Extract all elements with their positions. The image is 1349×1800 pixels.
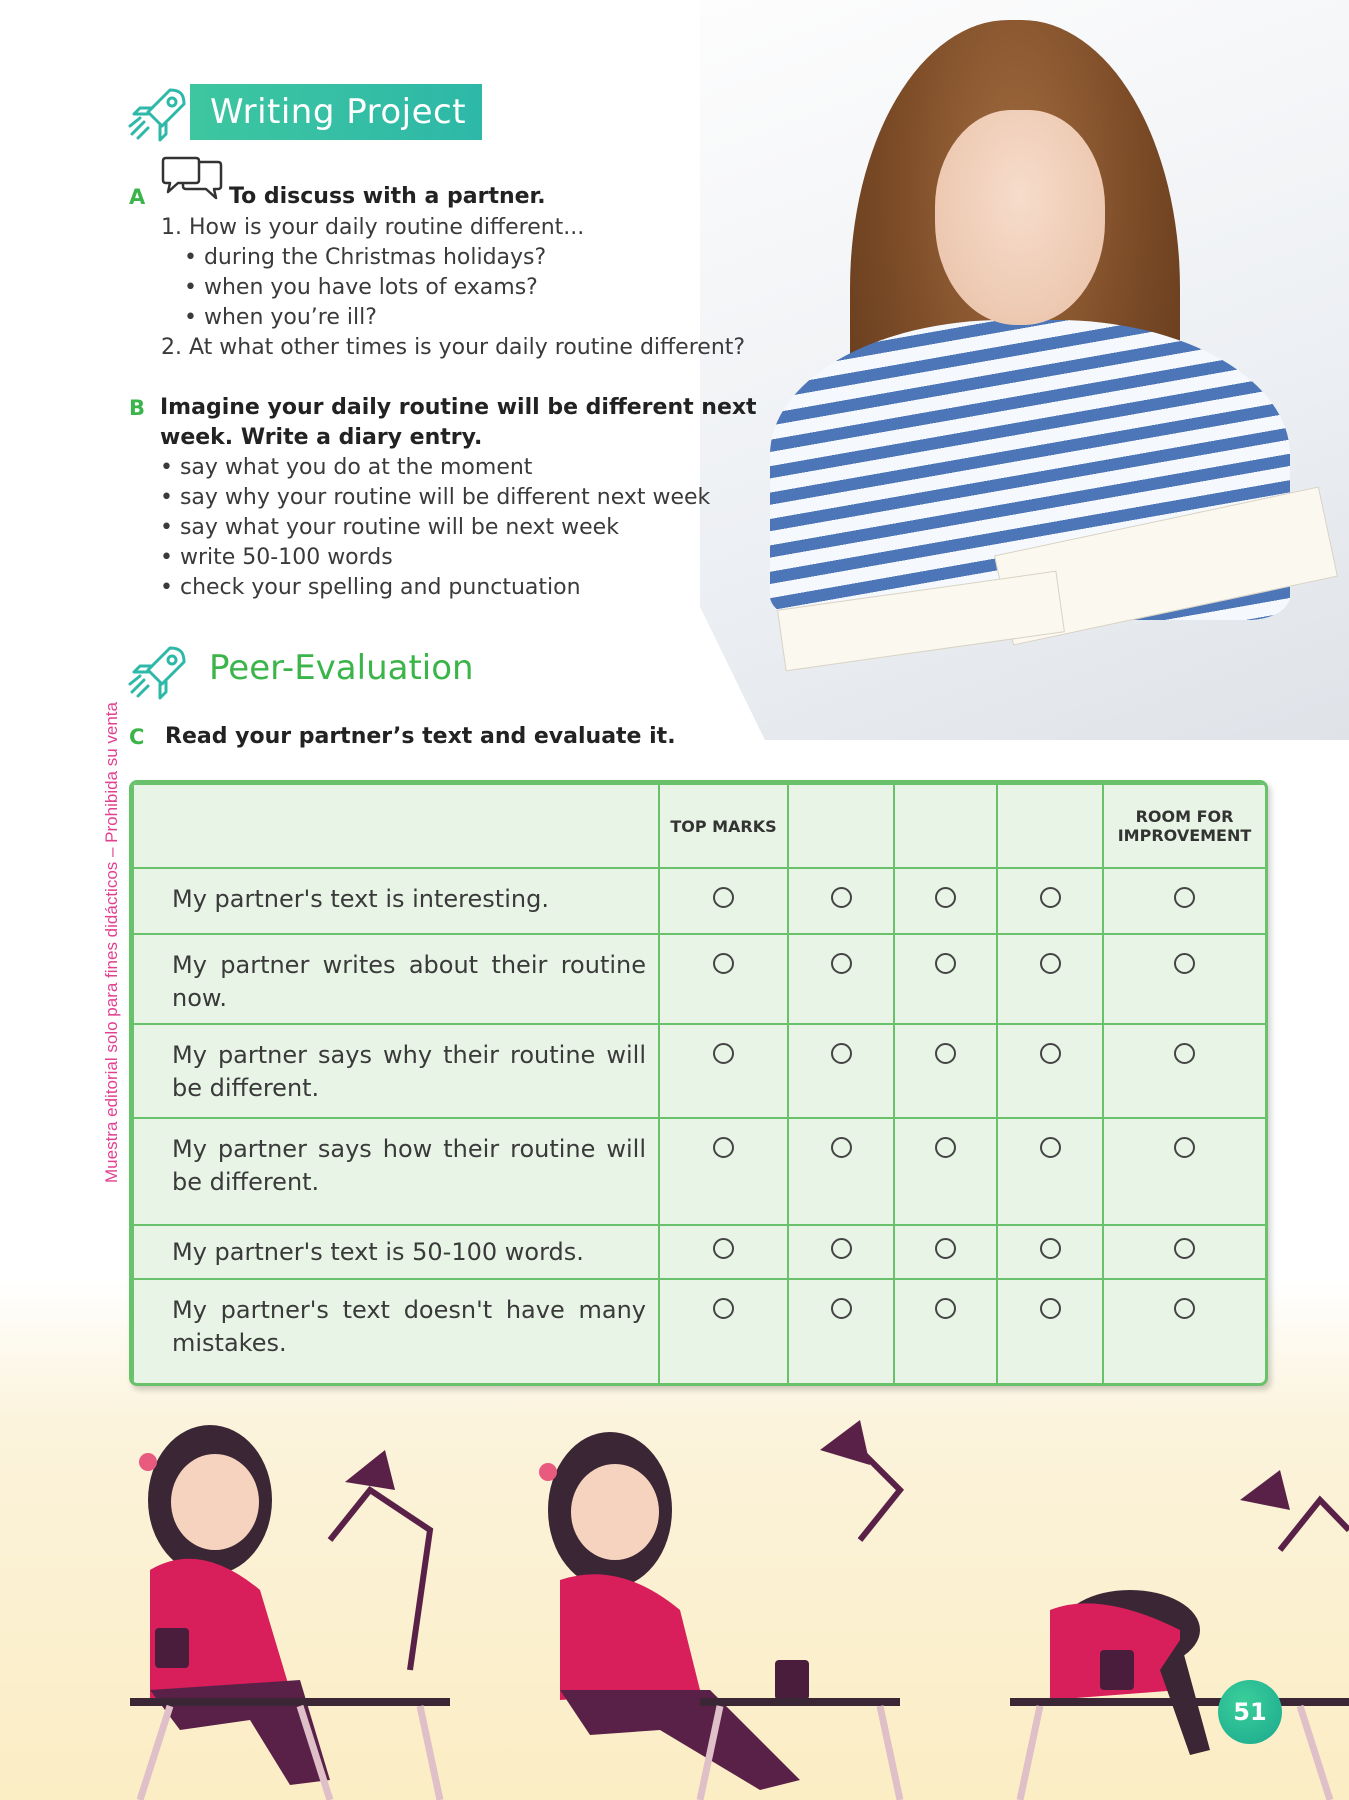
task-a-title: To discuss with a partner. <box>229 184 546 209</box>
rating-radio[interactable] <box>831 1298 852 1319</box>
rating-radio[interactable] <box>831 1137 852 1158</box>
table-row <box>133 934 1266 1024</box>
rating-radio[interactable] <box>713 1298 734 1319</box>
rating-radio[interactable] <box>1040 887 1061 908</box>
rating-radio[interactable] <box>1040 1043 1061 1064</box>
girl-happy-figure <box>130 1425 450 1800</box>
rating-radio[interactable] <box>713 887 734 908</box>
task-a-letter: A <box>129 185 146 209</box>
rating-radio[interactable] <box>713 1238 734 1259</box>
header-blank <box>997 784 1103 868</box>
peer-evaluation-title: Peer-Evaluation <box>209 648 474 688</box>
task-c-title: Read your partner’s text and evaluate it. <box>165 724 676 749</box>
page-number: 51 <box>1218 1680 1282 1744</box>
rating-radio[interactable] <box>1174 1298 1195 1319</box>
student-photo <box>700 0 1349 740</box>
table-row <box>133 1024 1266 1118</box>
study-illustration <box>0 1390 1349 1800</box>
task-b-title-line-2: week. Write a diary entry. <box>160 425 483 450</box>
rating-radio[interactable] <box>713 953 734 974</box>
rating-radio[interactable] <box>1174 887 1195 908</box>
rating-radio[interactable] <box>831 1043 852 1064</box>
header-top-marks: TOP MARKS <box>659 784 788 868</box>
speech-bubbles-icon <box>160 156 224 204</box>
task-b-bullet: • say why your routine will be different next week <box>160 485 711 510</box>
task-c-letter: C <box>129 725 145 749</box>
statement-cell: My partner's text is interesting. <box>133 868 659 934</box>
rocket-icon <box>126 82 192 148</box>
task-b-letter: B <box>129 396 146 420</box>
header-blank <box>788 784 894 868</box>
task-a-bullet: • during the Christmas holidays? <box>184 245 547 270</box>
table-row <box>133 868 1266 934</box>
rating-radio[interactable] <box>935 887 956 908</box>
rating-radio[interactable] <box>935 1298 956 1319</box>
rating-radio[interactable] <box>713 1137 734 1158</box>
rating-radio[interactable] <box>831 953 852 974</box>
girl-tired-figure <box>539 1420 900 1800</box>
table-row <box>133 1279 1266 1386</box>
task-a-bullet: • when you have lots of exams? <box>184 275 538 300</box>
rating-radio[interactable] <box>1174 953 1195 974</box>
statement-cell: My partner says how their routine will be different. <box>133 1118 659 1225</box>
rating-radio[interactable] <box>1174 1137 1195 1158</box>
rating-radio[interactable] <box>1040 1137 1061 1158</box>
rating-radio[interactable] <box>1040 1298 1061 1319</box>
rating-radio[interactable] <box>1040 953 1061 974</box>
evaluation-table <box>129 780 1268 1386</box>
header-room-for-improvement: ROOM FOR IMPROVEMENT <box>1103 784 1266 868</box>
statement-cell: My partner's text is 50-100 words. <box>133 1225 659 1279</box>
task-b-bullet: • say what your routine will be next week <box>160 515 619 540</box>
rating-radio[interactable] <box>1174 1043 1195 1064</box>
rating-radio[interactable] <box>831 1238 852 1259</box>
task-a-question-1: 1. How is your daily routine different... <box>161 215 585 240</box>
task-b-bullet: • check your spelling and punctuation <box>160 575 581 600</box>
statement-cell: My partner says why their routine will be different. <box>133 1024 659 1118</box>
task-a-bullet: • when you’re ill? <box>184 305 377 330</box>
rating-radio[interactable] <box>831 887 852 908</box>
girl-asleep-figure <box>1010 1470 1349 1800</box>
rating-radio[interactable] <box>935 1137 956 1158</box>
header-blank <box>894 784 997 868</box>
task-b-title-line-1: Imagine your daily routine will be different next <box>160 395 757 420</box>
rocket-icon <box>126 640 192 706</box>
writing-project-banner <box>190 84 482 140</box>
rating-radio[interactable] <box>935 953 956 974</box>
statement-cell: My partner's text doesn't have many mistakes. <box>133 1279 659 1386</box>
rating-radio[interactable] <box>1174 1238 1195 1259</box>
task-b-bullet: • write 50-100 words <box>160 545 393 570</box>
task-b-bullet: • say what you do at the moment <box>160 455 533 480</box>
task-a-question-2: 2. At what other times is your daily routine different? <box>161 335 746 360</box>
table-row <box>133 1118 1266 1225</box>
rating-radio[interactable] <box>1040 1238 1061 1259</box>
writing-project-title: Writing Project <box>210 92 467 132</box>
rating-radio[interactable] <box>713 1043 734 1064</box>
rating-radio[interactable] <box>935 1043 956 1064</box>
rating-radio[interactable] <box>935 1238 956 1259</box>
table-row <box>133 1225 1266 1279</box>
photo-face <box>935 110 1105 325</box>
statement-cell: My partner writes about their routine now. <box>133 934 659 1024</box>
header-statement <box>133 784 659 868</box>
side-note: Muestra editorial solo para fines didácticos – Prohibida su venta <box>102 702 121 1183</box>
